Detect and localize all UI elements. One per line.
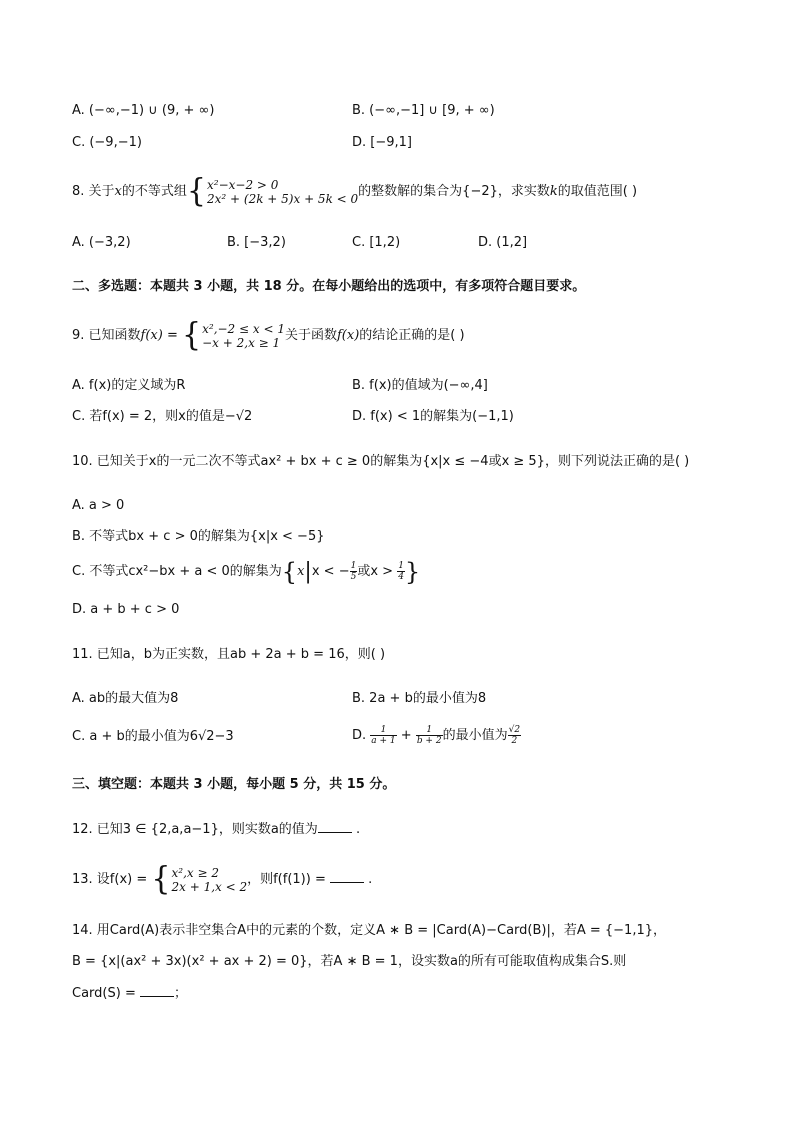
q8-option-a[interactable]: A. (−3,2) — [72, 235, 131, 250]
q8-suffix-1: 的整数解的集合为{−2}，求实数 — [358, 184, 550, 199]
q10-option-b[interactable]: B. 不等式bx + c > 0的解集为{x|x < −5} — [72, 529, 325, 544]
q7-option-c[interactable]: C. (−9,−1) — [72, 135, 142, 150]
q10-c-frac2-num: 1 — [398, 561, 404, 571]
q9-stem — [72, 316, 465, 354]
q9-mid: 关于函数 — [284, 328, 337, 343]
q7-option-d[interactable]: D. [−9,1] — [352, 135, 412, 150]
q11-d-mid: 的最小值为 — [442, 728, 508, 743]
q11-d-prefix: D. — [352, 728, 371, 743]
q11-option-c[interactable]: C. a + b的最小值为6√2−3 — [72, 729, 234, 744]
q10-c-frac1-den: 5 — [350, 572, 357, 582]
q11-d-frac2 — [416, 725, 443, 746]
q10-c-frac1-num: 1 — [350, 561, 357, 571]
q9-system-row2: −x + 2,x ≥ 1 — [202, 335, 281, 350]
q8-option-b[interactable]: B. [−3,2) — [227, 235, 286, 250]
q13-system-row1: x²,x ≥ 2 — [171, 865, 219, 880]
q8-brace: { — [186, 172, 206, 210]
q7-option-b[interactable]: B. (−∞,−1] ∪ [9, + ∞) — [352, 103, 495, 118]
q14-line3-text: Card(S) = — [72, 986, 140, 1001]
q13-end: . — [363, 872, 373, 887]
q13-system — [171, 866, 247, 894]
q13-stem — [72, 860, 373, 898]
q8-system-row2: 2x² + (2k + 5)x + 5k < 0 — [207, 191, 359, 206]
q12-text: 12. 已知3 ∈ {2,a,a−1}，则实数a的值为 — [72, 822, 318, 837]
q10-c-left-brace: { — [281, 557, 298, 586]
q9-system-row1: x²,−2 ≤ x < 1 — [202, 321, 285, 336]
q9-option-c[interactable]: C. 若f(x) = 2，则x的值是−√2 — [72, 409, 253, 424]
q12-end: . — [351, 822, 361, 837]
q10-option-a[interactable]: A. a > 0 — [72, 498, 125, 513]
q9-option-b[interactable]: B. f(x)的值域为(−∞,4] — [352, 378, 488, 393]
q14-line-2: B = {x|(ax² + 3x)(x² + ax + 2) = 0}，若A ∗ B = 1，设实数a的所有可能取值构成集合S.则 — [72, 954, 627, 969]
q10-c-frac2 — [397, 561, 405, 582]
q9-prefix: 9. 已知函数 — [72, 328, 141, 343]
q10-stem: 10. 已知关于x的一元二次不等式ax² + bx + c ≥ 0的解集为{x|x ≤ −4或x ≥ 5}，则下列说法正确的是( ) — [72, 454, 690, 469]
q11-option-d[interactable] — [352, 722, 521, 750]
q8-prefix: 8. 关于 — [72, 184, 115, 199]
q9-fx2: f(x) — [336, 328, 360, 343]
q9-option-d[interactable]: D. f(x) < 1的解集为(−1,1) — [352, 409, 514, 424]
q9-suffix: 的结论正确的是( ) — [359, 328, 465, 343]
q14-answer-blank[interactable] — [140, 984, 174, 997]
q10-c-set-cond2: 或x > — [357, 564, 398, 579]
q11-d-frac3 — [508, 725, 521, 746]
q11-d-frac1-den: a + 1 — [371, 736, 396, 746]
q8-option-d[interactable]: D. (1,2] — [478, 235, 528, 250]
q11-d-frac2-num: 1 — [416, 725, 443, 736]
q14-line-1: 14. 用Card(A)表示非空集合A中的元素的个数，定义A ∗ B = |Card(A)−Card(B)|，若A = {−1,1}， — [72, 923, 667, 938]
q8-option-c[interactable]: C. [1,2) — [352, 235, 401, 250]
q9-fx: f(x) — [140, 328, 163, 343]
q11-d-frac3-den: 2 — [511, 736, 518, 746]
q8-system-row1: x²−x−2 > 0 — [207, 177, 279, 192]
q8-var-x: x — [114, 184, 122, 199]
q13-prefix: 13. 设f(x) = — [72, 872, 152, 887]
q12-answer-blank[interactable] — [318, 820, 352, 833]
q8-suffix-2: 的取值范围( ) — [557, 184, 638, 199]
q9-eq: = — [162, 328, 183, 343]
q11-d-frac1 — [370, 725, 396, 746]
section-2-heading: 二、多选题：本题共 3 小题，共 18 分。在每小题给出的选项中，有多项符合题目要求。 — [72, 279, 586, 294]
q11-d-frac3-num: √2 — [508, 725, 521, 735]
q7-option-a[interactable]: A. (−∞,−1) ∪ (9, + ∞) — [72, 103, 215, 118]
q14-line-3 — [72, 984, 187, 1003]
q10-c-set-cond1: x < − — [311, 564, 350, 579]
q11-stem: 11. 已知a，b为正实数，且ab + 2a + b = 16，则( ) — [72, 647, 386, 662]
q11-option-a[interactable]: A. ab的最大值为8 — [72, 691, 179, 706]
q10-option-c[interactable] — [72, 558, 420, 586]
q11-d-frac1-num: 1 — [370, 725, 396, 736]
q9-option-a[interactable]: A. f(x)的定义域为R — [72, 378, 186, 393]
q11-option-b[interactable]: B. 2a + b的最小值为8 — [352, 691, 487, 706]
q13-answer-blank[interactable] — [330, 870, 364, 883]
q13-brace: { — [151, 860, 171, 898]
q14-end: ； — [173, 986, 187, 1001]
q9-brace: { — [182, 316, 202, 354]
q8-var-k: k — [549, 184, 558, 199]
q10-c-set-var: x — [297, 564, 305, 579]
q10-c-prefix: C. 不等式cx²−bx + a < 0的解集为 — [72, 564, 282, 579]
q12-stem — [72, 820, 360, 839]
q10-c-bar: | — [304, 558, 312, 584]
q11-d-frac2-den: b + 2 — [416, 736, 442, 746]
q9-system — [202, 322, 285, 350]
section-3-heading: 三、填空题：本题共 3 小题，每小题 5 分，共 15 分。 — [72, 777, 396, 792]
q10-c-frac2-den: 4 — [398, 572, 404, 582]
q10-option-d[interactable]: D. a + b + c > 0 — [72, 602, 180, 617]
q8-stem — [72, 172, 638, 210]
q13-system-row2: 2x + 1,x < 2 — [171, 879, 248, 894]
q13-suffix: ，则f(f(1)) = — [247, 872, 330, 887]
q8-mid: 的不等式组 — [121, 184, 187, 199]
q8-system — [207, 178, 358, 206]
q10-c-right-brace: } — [404, 557, 421, 586]
q11-d-plus: + — [396, 728, 416, 743]
